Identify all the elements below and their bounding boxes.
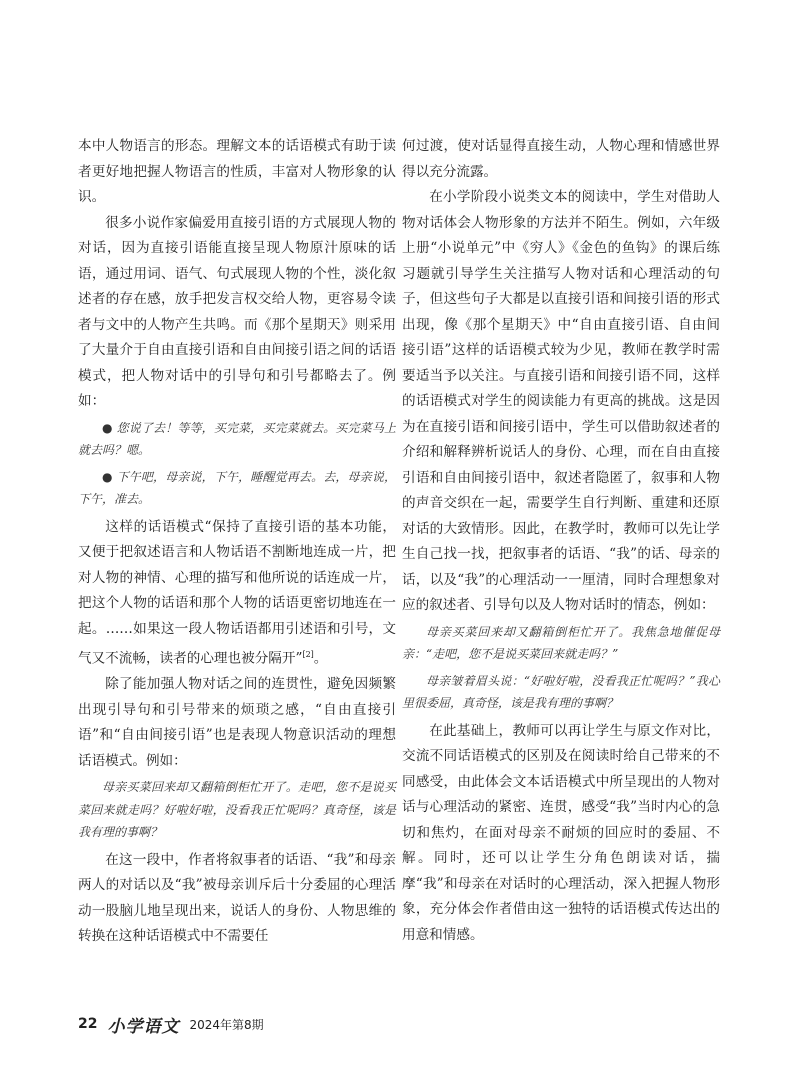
quoted-example: 母亲皱着眉头说：“好啦好啦，没看我正忙呢吗？”我心里很委屈，真奇怪，该是我有理的事啊？ xyxy=(402,673,720,710)
example-bullet: ● 下午吧，母亲说，下午，睡醒觉再去。去，母亲说，下午，准去。 xyxy=(78,469,396,506)
paragraph-text: 这样的话语模式“保持了直接引语的基本功能，又便于把叙述语言和人物话语不割断地连成一片，把对人物的神情、心理的描写和他所说的话连成一片，把这个人物的话语和那个人物的话语更密切地连在一起。……如果这一段人物话语都用引述语和引号，文气又不流畅，读者的心理也被分隔开” xyxy=(78,518,396,667)
page-number: 22 xyxy=(78,1016,98,1032)
issue-label: 2024年第8期 xyxy=(189,1017,264,1032)
paragraph: 在小学阶段小说类文本的阅读中，学生对借助人物对话体会人物形象的方法并不陌生。例如，六年级上册“小说单元”中《穷人》《金色的鱼钩》的课后练习题就引导学生关注描写人物对话和心理活动的句子，但这些句子大都是以直接引语和间接引语的形式出现，像《那个星期天》中“自由直接引语、自由间接引语”这样的话语模式较为少见，教师在教学时需要适当予以关注。与直接引语和间接引语不同，这样的话语模式对学生的阅读能力有更高的挑战。这是因为在直接引语和间接引语中，学生可以借助叙述者的介绍和解释辨析说话人的身份、心理，而在自由直接引语和自由间接引语中，叙述者隐匿了，叙事和人物的声音交织在一起，需要学生自行判断、重建和还原对话的大致情形。因此，在教学时，教师可以先让学生自己找一找，把叙事者的话语、“我”的话、母亲的话，以及“我”的心理活动一一厘清，同时合理想象对应的叙述者、引导句以及人物对话时的情态，例如： xyxy=(402,189,720,613)
right-column xyxy=(402,134,720,948)
quoted-example: 母亲买菜回来却又翻箱倒柜忙开了。走吧，您不是说买菜回来就走吗？好啦好啦，没看我正忙呢吗？真奇怪，该是我有理的事啊？ xyxy=(78,780,396,840)
paragraph: 本中人物语言的形态。理解文本的话语模式有助于读者更好地把握人物语言的性质，丰富对人物形象的认识。 xyxy=(78,138,396,205)
left-column xyxy=(78,134,396,950)
paragraph: 很多小说作家偏爱用直接引语的方式展现人物的对话，因为直接引语能直接呈现人物原汁原味的话语，通过用词、语气、句式展现人物的个性，淡化叙述者的存在感，放手把发言权交给人物，更容易令读者与文中的人物产生共鸣。而《那个星期天》则采用了大量介于自由直接引语和自由间接引语之间的话语模式，把人物对话中的引导句和引号都略去了。例如： xyxy=(78,214,396,409)
paragraph: 在此基础上，教师可以再让学生与原文作对比，交流不同话语模式的区别及在阅读时给自己带来的不同感受，由此体会文本话语模式中所呈现出的人物对话与心理活动的紧密、连贯，感受“我”当时内心的急切和焦灼，在面对母亲不耐烦的回应时的委屈、不解。同时，还可以让学生分角色朗读对话，揣摩“我”和母亲在对话时的心理活动，深入把握人物形象，充分体会作者借由这一独特的话语模式传达出的用意和情感。 xyxy=(402,722,720,943)
paragraph: 除了能加强人物对话之间的连贯性，避免因频繁出现引导句和引号带来的烦琐之感，“自由直接引语”和“自由间接引语”也是表现人物意识活动的理想话语模式。例如： xyxy=(78,676,396,769)
example-bullet: ● 您说了去！等等，买完菜，买完菜就去。买完菜马上就去吗？嗯。 xyxy=(78,420,396,457)
page-footer xyxy=(78,1013,264,1035)
paragraph-with-citation xyxy=(78,515,396,673)
paragraph: 何过渡，使对话显得直接生动，人物心理和情感世界得以充分流露。 xyxy=(402,138,720,180)
paragraph-tail: 。 xyxy=(313,650,328,667)
paragraph: 在这一段中，作者将叙事者的话语、“我”和母亲两人的对话以及“我”被母亲训斥后十分委屈的心理活动一股脑儿地呈现出来，说话人的身份、人物思维的转换在这种话语模式中不需要任 xyxy=(78,851,396,945)
citation-marker: [2] xyxy=(302,650,314,659)
quoted-example: 母亲买菜回来却又翻箱倒柜忙开了。我焦急地催促母亲：“走吧，您不是说买菜回来就走吗？” xyxy=(402,624,720,661)
magazine-logo: 小学语文 xyxy=(107,1016,180,1037)
